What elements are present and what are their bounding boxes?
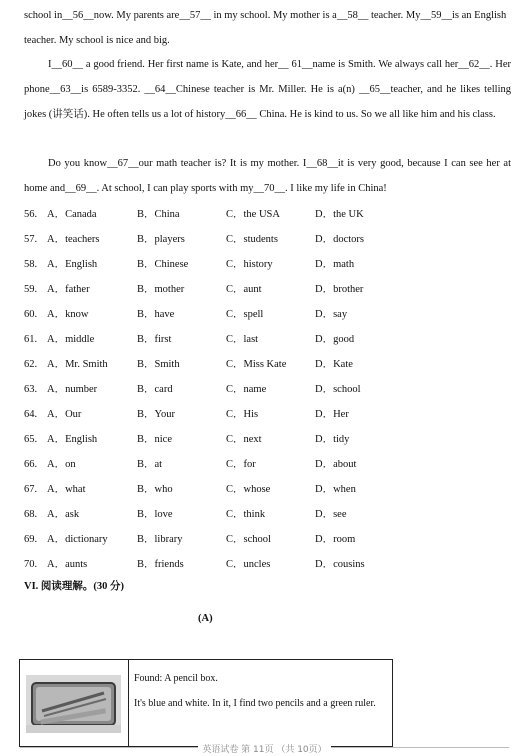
option-c: C．spell bbox=[226, 309, 264, 320]
option-b: B．China bbox=[137, 209, 180, 220]
option-c: C．history bbox=[226, 259, 273, 270]
option-row bbox=[24, 352, 514, 377]
option-c: C．His bbox=[226, 409, 259, 420]
question-number: 58. bbox=[24, 259, 38, 270]
option-d: D．Kate bbox=[315, 359, 353, 370]
option-b: B．card bbox=[137, 384, 173, 395]
option-d: D．cousins bbox=[315, 559, 365, 570]
question-number: 69. bbox=[24, 534, 38, 545]
option-c: C．for bbox=[226, 459, 256, 470]
question-number: 61. bbox=[24, 334, 38, 345]
found-notice-table bbox=[19, 659, 393, 747]
option-row bbox=[24, 427, 514, 452]
option-a: A．what bbox=[47, 484, 86, 495]
option-d: D．when bbox=[315, 484, 356, 495]
question-number: 62. bbox=[24, 359, 38, 370]
option-d: D．say bbox=[315, 309, 348, 320]
question-number: 56. bbox=[24, 209, 38, 220]
option-d: D．brother bbox=[315, 284, 364, 295]
found-notice-line-1: Found: A pencil box. bbox=[134, 673, 218, 684]
option-a: A．teachers bbox=[47, 234, 100, 245]
option-row bbox=[24, 377, 514, 402]
option-a: A．dictionary bbox=[47, 534, 108, 545]
question-number: 67. bbox=[24, 484, 38, 495]
option-d: D．Her bbox=[315, 409, 349, 420]
option-c: C．next bbox=[226, 434, 262, 445]
option-b: B．nice bbox=[137, 434, 172, 445]
passage-subtitle: (A) bbox=[198, 613, 213, 624]
option-row bbox=[24, 252, 514, 277]
option-a: A．aunts bbox=[47, 559, 88, 570]
option-b: B．friends bbox=[137, 559, 184, 570]
option-d: D．school bbox=[315, 384, 361, 395]
option-d: D．good bbox=[315, 334, 355, 345]
question-number: 64. bbox=[24, 409, 38, 420]
question-number: 59. bbox=[24, 284, 38, 295]
option-b: B．Smith bbox=[137, 359, 180, 370]
question-number: 63. bbox=[24, 384, 38, 395]
option-row bbox=[24, 477, 514, 502]
option-d: D．math bbox=[315, 259, 355, 270]
passage-paragraph-2: I__60__ a good friend. Her first name is Kate, and her__ 61__name is Smith. We always call her__62__. Her phone__63__is 6589-3352. __64__Chinese teacher is Mr. Miller. He is a(n) __65__teacher, and he likes telling jokes (讲笑话). He often tells us a lot of history__66__ China. He is kind to us. So we all like him and his class. bbox=[24, 59, 511, 120]
option-a: A．know bbox=[47, 309, 89, 320]
option-d: D．room bbox=[315, 534, 356, 545]
option-row bbox=[24, 402, 514, 427]
option-c: C．whose bbox=[226, 484, 271, 495]
option-row bbox=[24, 227, 514, 252]
question-number: 60. bbox=[24, 309, 38, 320]
option-b: B．players bbox=[137, 234, 185, 245]
option-a: A．Mr. Smith bbox=[47, 359, 108, 370]
option-row bbox=[24, 502, 514, 527]
passage-paragraph-3: Do you know__67__our math teacher is? It is my mother. I__68__it is very good, because I can see her at home and__69__. At school, I can play sports with my__70__. I like my life in China! bbox=[24, 158, 511, 194]
option-a: A．on bbox=[47, 459, 76, 470]
option-a: A．Canada bbox=[47, 209, 97, 220]
footer-page-label: 英语试卷 第 11页 （共 10页） bbox=[198, 745, 330, 755]
option-a: A．English bbox=[47, 434, 98, 445]
question-number: 66. bbox=[24, 459, 38, 470]
option-a: A．Our bbox=[47, 409, 82, 420]
option-b: B．first bbox=[137, 334, 172, 345]
option-c: C．last bbox=[226, 334, 259, 345]
option-d: D．doctors bbox=[315, 234, 364, 245]
option-c: C．name bbox=[226, 384, 267, 395]
option-a: A．number bbox=[47, 384, 98, 395]
page-footer bbox=[0, 742, 529, 756]
option-a: A．ask bbox=[47, 509, 80, 520]
option-c: C．think bbox=[226, 509, 266, 520]
option-a: A．middle bbox=[47, 334, 95, 345]
option-b: B．who bbox=[137, 484, 173, 495]
pencil-box-photo-icon bbox=[26, 675, 121, 733]
option-b: B．at bbox=[137, 459, 163, 470]
option-c: C．students bbox=[226, 234, 278, 245]
option-row bbox=[24, 527, 514, 552]
option-c: C．the USA bbox=[226, 209, 280, 220]
question-number: 70. bbox=[24, 559, 38, 570]
option-row bbox=[24, 552, 514, 577]
option-c: C．aunt bbox=[226, 284, 262, 295]
option-b: B．have bbox=[137, 309, 175, 320]
section-title: VI. 阅读理解。(30 分) bbox=[24, 581, 125, 592]
option-c: C．school bbox=[226, 534, 271, 545]
option-d: D．the UK bbox=[315, 209, 364, 220]
option-row bbox=[24, 277, 514, 302]
found-notice-image-cell bbox=[20, 660, 129, 746]
option-b: B．Chinese bbox=[137, 259, 189, 270]
question-number: 57. bbox=[24, 234, 38, 245]
option-b: B．library bbox=[137, 534, 183, 545]
question-number: 65. bbox=[24, 434, 38, 445]
question-number: 68. bbox=[24, 509, 38, 520]
found-notice-text bbox=[134, 666, 390, 716]
option-a: A．father bbox=[47, 284, 90, 295]
option-b: B．mother bbox=[137, 284, 185, 295]
found-notice-line-2: It's blue and white. In it, I find two pencils and a green ruler. bbox=[134, 698, 376, 709]
option-row bbox=[24, 452, 514, 477]
option-a: A．English bbox=[47, 259, 98, 270]
option-d: D．see bbox=[315, 509, 347, 520]
option-d: D．tidy bbox=[315, 434, 350, 445]
option-d: D．about bbox=[315, 459, 357, 470]
option-b: B．love bbox=[137, 509, 173, 520]
option-b: B．Your bbox=[137, 409, 176, 420]
option-row bbox=[24, 202, 514, 227]
passage-paragraph-1: school in__56__now. My parents are__57__ in my school. My mother is a__58__ teacher. My__59__is an English teacher. My school is nice and big. bbox=[24, 10, 507, 46]
answer-options-list bbox=[24, 202, 514, 577]
option-c: C．Miss Kate bbox=[226, 359, 287, 370]
option-row bbox=[24, 302, 514, 327]
option-row bbox=[24, 327, 514, 352]
option-c: C．uncles bbox=[226, 559, 271, 570]
